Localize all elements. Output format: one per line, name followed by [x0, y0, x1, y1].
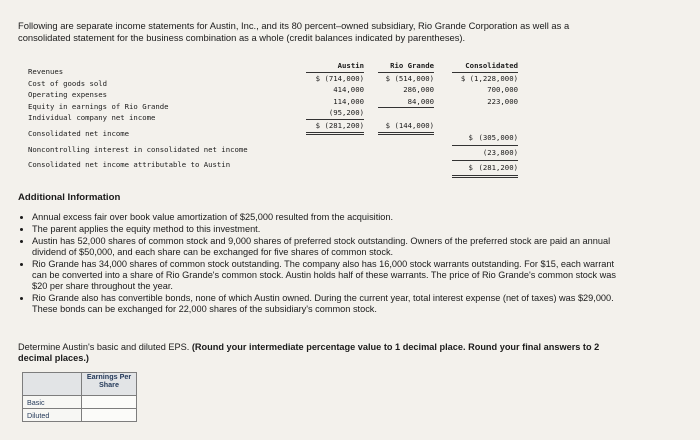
info-bullet: • Rio Grande also has convertible bonds, none of which Austin owned. During the current year, total interest expense (net of taxes) was $29,000. These bonds can be exchanged for 22,000 shares of the subsidiary's common stock. — [32, 293, 622, 315]
consolidated-net-income-value: $ (305,000) — [452, 131, 518, 146]
question-prompt: Determine Austin's basic and diluted EPS. — [18, 342, 192, 352]
diluted-label: Diluted — [23, 409, 82, 422]
statement-labels — [28, 66, 328, 171]
basic-eps-input[interactable] — [82, 396, 137, 409]
info-bullet: • Austin has 52,000 shares of common stock and 9,000 shares of preferred stock outstanding. Owners of the preferred stock are paid an annual dividend of $50,000, and each share can be exchanged for five shares of common stock. — [32, 236, 622, 258]
additional-info-heading: Additional Information — [18, 192, 121, 203]
additional-info-list — [18, 212, 622, 316]
rio-operating-expenses: 84,000 — [378, 96, 434, 109]
consolidated-lower-values — [452, 131, 518, 178]
eps-answer-table — [22, 372, 137, 422]
austin-individual-net-income: $ (281,200) — [306, 120, 364, 135]
rio-cogs: 286,000 — [403, 85, 434, 95]
row-label-individual-net-income: Individual company net income — [28, 113, 156, 123]
rio-grande-column — [378, 60, 434, 135]
dollar-sign: $ — [468, 163, 473, 172]
info-bullet: • The parent applies the equity method to this investment. — [32, 224, 622, 235]
eps-column-header: Earnings Per Share — [82, 373, 137, 396]
austin-revenues: $ (714,000) — [315, 73, 364, 83]
rio-individual-net-income: $ (144,000) — [378, 120, 434, 135]
dollar-sign: $ — [468, 133, 473, 142]
rounding-instruction: (Round your intermediate percentage value to 1 decimal place. Round your final answers to 2 decimal places.) — [18, 342, 600, 363]
intro-text: Following are separate income statements for Austin, Inc., and its 80 percent–owned subsidiary, Rio Grande Corporation as well as a consolidated statement for the business combination as a whole (credit balances indicated by parentheses). — [18, 20, 570, 43]
noncontrolling-interest-value: (23,800) — [452, 146, 518, 161]
consolidated-column — [452, 60, 518, 107]
consolidated-operating-expenses: 223,000 — [487, 96, 518, 106]
row-label-net-income-attributable: Consolidated net income attributable to Austin — [28, 160, 231, 170]
row-label-operating-expenses: Operating expenses — [28, 90, 108, 100]
header-consolidated: Consolidated — [452, 60, 518, 73]
basic-label: Basic — [23, 396, 82, 409]
austin-cogs: 414,000 — [333, 85, 364, 95]
info-bullet: • Rio Grande has 34,000 shares of common stock outstanding. The company also has 16,000 stock warrants outstanding. For $15, each warrant can be converted into a share of Rio Grande's common stock. Austin holds half of these warrants. The price of Rio Grande's common stock was $20 per share throughout the year. — [32, 259, 622, 292]
row-label-equity-earnings: Equity in earnings of Rio Grande — [28, 101, 169, 111]
consolidated-revenues: $ (1,228,000) — [460, 73, 518, 83]
austin-equity-earnings: (95,200) — [306, 107, 364, 120]
question-text — [18, 342, 618, 364]
row-label-consolidated-net-income: Consolidated net income — [28, 128, 130, 138]
austin-operating-expenses: 114,000 — [333, 96, 364, 106]
row-label-revenues: Revenues — [28, 67, 64, 76]
consolidated-cogs: 700,000 — [487, 85, 518, 95]
eps-corner-cell — [23, 373, 82, 396]
austin-column — [306, 60, 364, 135]
row-label-cogs: Cost of goods sold — [28, 78, 108, 88]
row-label-noncontrolling-interest: Noncontrolling interest in consolidated net income — [28, 144, 248, 154]
diluted-eps-input[interactable] — [82, 409, 137, 422]
rio-equity-earnings — [378, 108, 434, 120]
header-rio-grande: Rio Grande — [378, 60, 434, 73]
net-income-attributable-value: $ (281,200) — [452, 161, 518, 178]
header-austin: Austin — [306, 60, 364, 73]
info-bullet: • Annual excess fair over book value amortization of $25,000 resulted from the acquisition. — [32, 212, 622, 223]
rio-revenues: $ (514,000) — [385, 73, 434, 83]
